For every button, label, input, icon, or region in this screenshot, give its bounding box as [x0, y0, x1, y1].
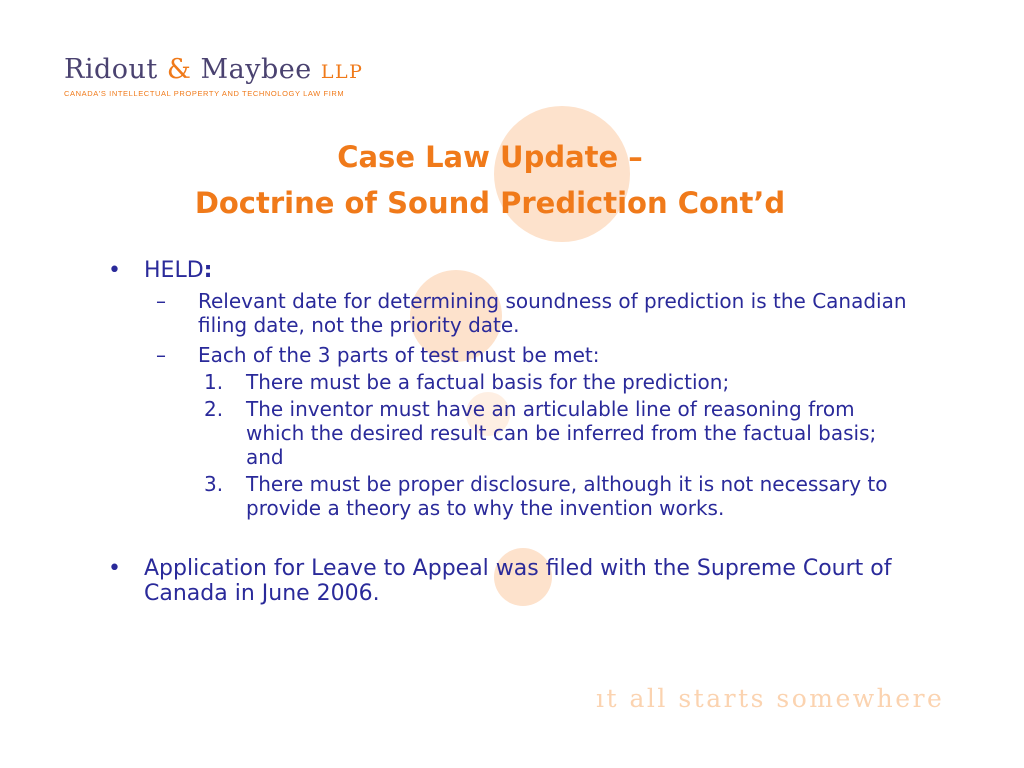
bullet-text: Application for Leave to Appeal was filed with the Supreme Court of Canada in June 2006.	[144, 556, 892, 606]
slide-title-line1: Case Law Update –	[337, 140, 643, 174]
decorative-circle	[494, 106, 630, 242]
number-marker: 3.	[204, 472, 224, 496]
number-marker: 2.	[204, 397, 224, 421]
logo-name-ridout: Ridout	[64, 54, 158, 85]
bullet-marker: •	[108, 258, 121, 283]
held-label: HELD	[144, 258, 204, 283]
numbered-text: There must be proper disclosure, although it is not necessary to provide a theory as to why the invention works.	[246, 472, 888, 520]
logo-ampersand: &	[166, 54, 192, 85]
sub-bullet-item	[108, 343, 908, 367]
tagline: ıt all starts somewhere	[596, 684, 945, 713]
number-marker: 1.	[204, 370, 224, 394]
bullet-marker: •	[108, 556, 121, 581]
slide-body	[108, 258, 908, 606]
logo-wordmark	[64, 54, 363, 85]
logo-llp: LLP	[320, 61, 364, 83]
numbered-item	[108, 472, 908, 520]
dash-marker: –	[156, 343, 166, 367]
sub-bullet-item	[108, 289, 908, 337]
bullet-item	[108, 556, 908, 606]
slide-title-line2: Doctrine of Sound Prediction Cont’d	[194, 186, 786, 220]
firm-logo	[64, 54, 363, 98]
held-colon: :	[203, 258, 213, 283]
bullet-text	[144, 258, 908, 283]
numbered-item	[108, 397, 908, 469]
spacer	[108, 520, 908, 556]
logo-name-maybee: Maybee	[200, 54, 312, 85]
sub-bullet-text: Relevant date for determining soundness of prediction is the Canadian filing date, not the priority date.	[198, 289, 907, 337]
numbered-text: There must be a factual basis for the prediction;	[246, 370, 730, 394]
dash-marker: –	[156, 289, 166, 313]
logo-subtitle: CANADA'S INTELLECTUAL PROPERTY AND TECHNOLOGY LAW FIRM	[64, 89, 345, 98]
numbered-text: The inventor must have an articulable line of reasoning from which the desired result can be inferred from the factual basis; and	[246, 397, 877, 469]
sub-bullet-text: Each of the 3 parts of test must be met:	[198, 343, 600, 367]
bullet-item	[108, 258, 908, 283]
numbered-item	[108, 370, 908, 394]
